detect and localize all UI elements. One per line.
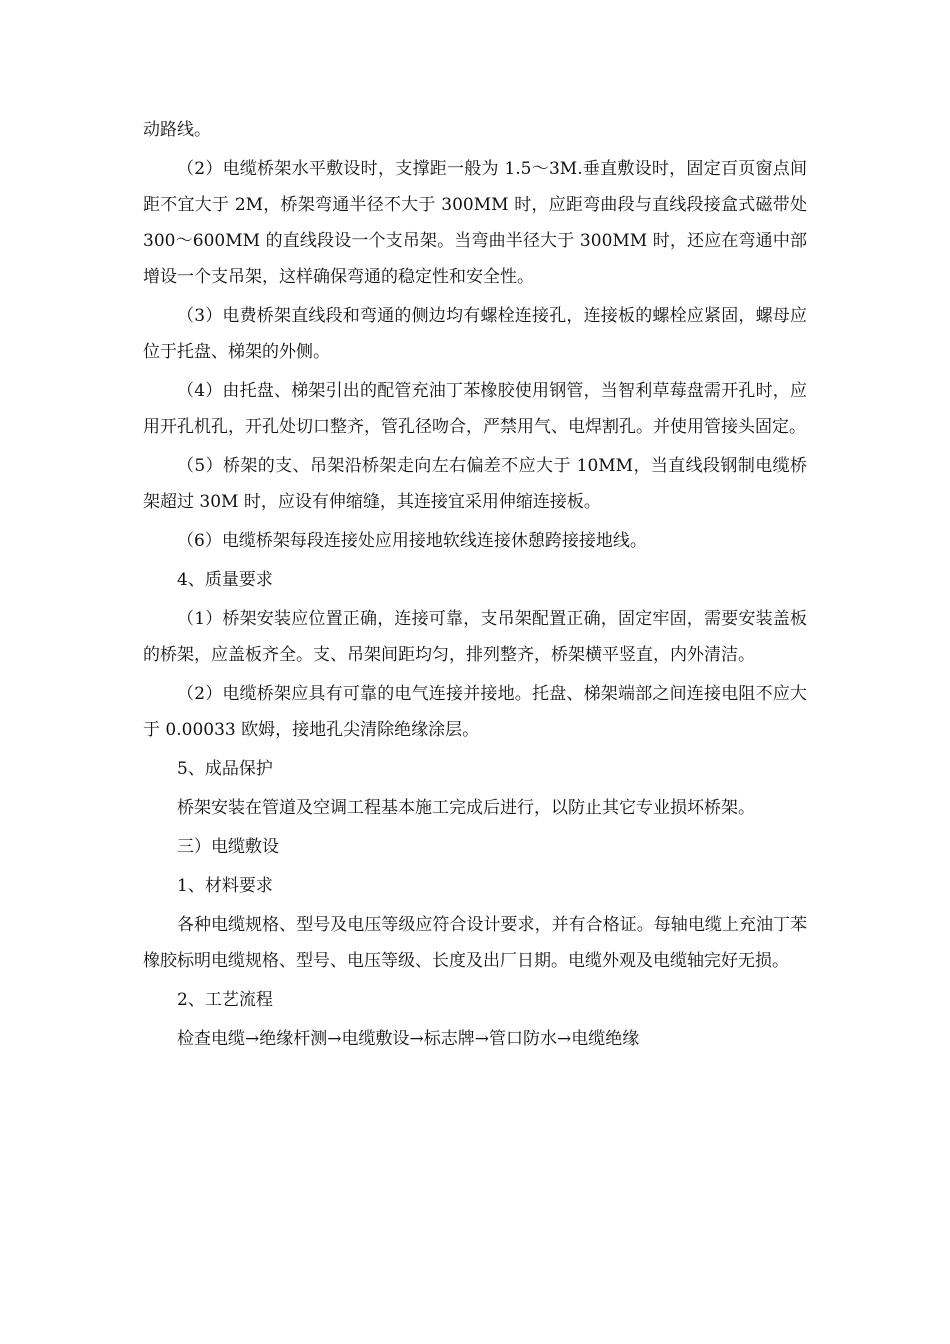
section-heading-quality: 4、质量要求 (177, 570, 273, 590)
paragraph-item-5: （5）桥架的支、吊架沿桥架走向左右偏差不应大于 10MM，当直线段钢制电缆桥架超过 30M 时，应设有伸缩缝，其连接宜采用伸缩连接板。 (143, 456, 807, 512)
paragraph-item-4: （4）由托盘、梯架引出的配管充油丁苯橡胶使用钢管，当智利草莓盘需开孔时，应用开孔机孔，开孔处切口整齐，管孔径吻合，严禁用气、电焊割孔。并使用管接头固定。 (143, 381, 807, 437)
paragraph-item-2: （2）电缆桥架水平敷设时，支撑距一般为 1.5～3M.垂直敷设时，固定百页窗点间距不宜大于 2M，桥架弯通半径不大于 300MM 时，应距弯曲段与直线段接盒式磁带处 300～600MM 的直线段设一个支吊架。当弯曲半径大于 300MM 时，还应在弯通中部增设一个支吊架，这样确保弯通的稳定性和安全性。 (143, 159, 807, 287)
paragraph-item-3: （3）电费桥架直线段和弯通的侧边均有螺栓连接孔，连接板的螺栓应紧固，螺母应位于托盘、梯架的外侧。 (143, 306, 807, 362)
section-heading-protection: 5、成品保护 (177, 759, 273, 779)
paragraph-protection: 桥架安装在管道及空调工程基本施工完成后进行，以防止其它专业损坏桥架。 (177, 798, 755, 818)
section-heading-process: 2、工艺流程 (177, 990, 273, 1010)
section-heading-materials: 1、材料要求 (177, 876, 273, 896)
paragraph-continuation: 动路线。 (143, 120, 211, 140)
paragraph-quality-1: （1）桥架安装应位置正确，连接可靠，支吊架配置正确，固定牢固，需要安装盖板的桥架，应盖板齐全。支、吊架间距均匀，排列整齐，桥架横平竖直，内外清洁。 (143, 609, 807, 665)
paragraph-quality-2: （2）电缆桥架应具有可靠的电气连接并接地。托盘、梯架端部之间连接电阻不应大于 0.00033 欧姆，接地孔尖清除绝缘涂层。 (143, 684, 807, 740)
paragraph-item-6: （6）电缆桥架每段连接处应用接地软线连接休憩跨接接地线。 (177, 531, 647, 551)
paragraph-materials: 各种电缆规格、型号及电压等级应符合设计要求，并有合格证。每轴电缆上充油丁苯橡胶标明电缆规格、型号、电压等级、长度及出厂日期。电缆外观及电缆轴完好无损。 (143, 915, 807, 971)
paragraph-process-flow: 检查电缆→绝缘杆测→电缆敷设→标志牌→管口防水→电缆绝缘 (177, 1029, 640, 1049)
section-heading-cable-laying: 三）电缆敷设 (177, 837, 279, 857)
document-page (143, 112, 807, 1060)
